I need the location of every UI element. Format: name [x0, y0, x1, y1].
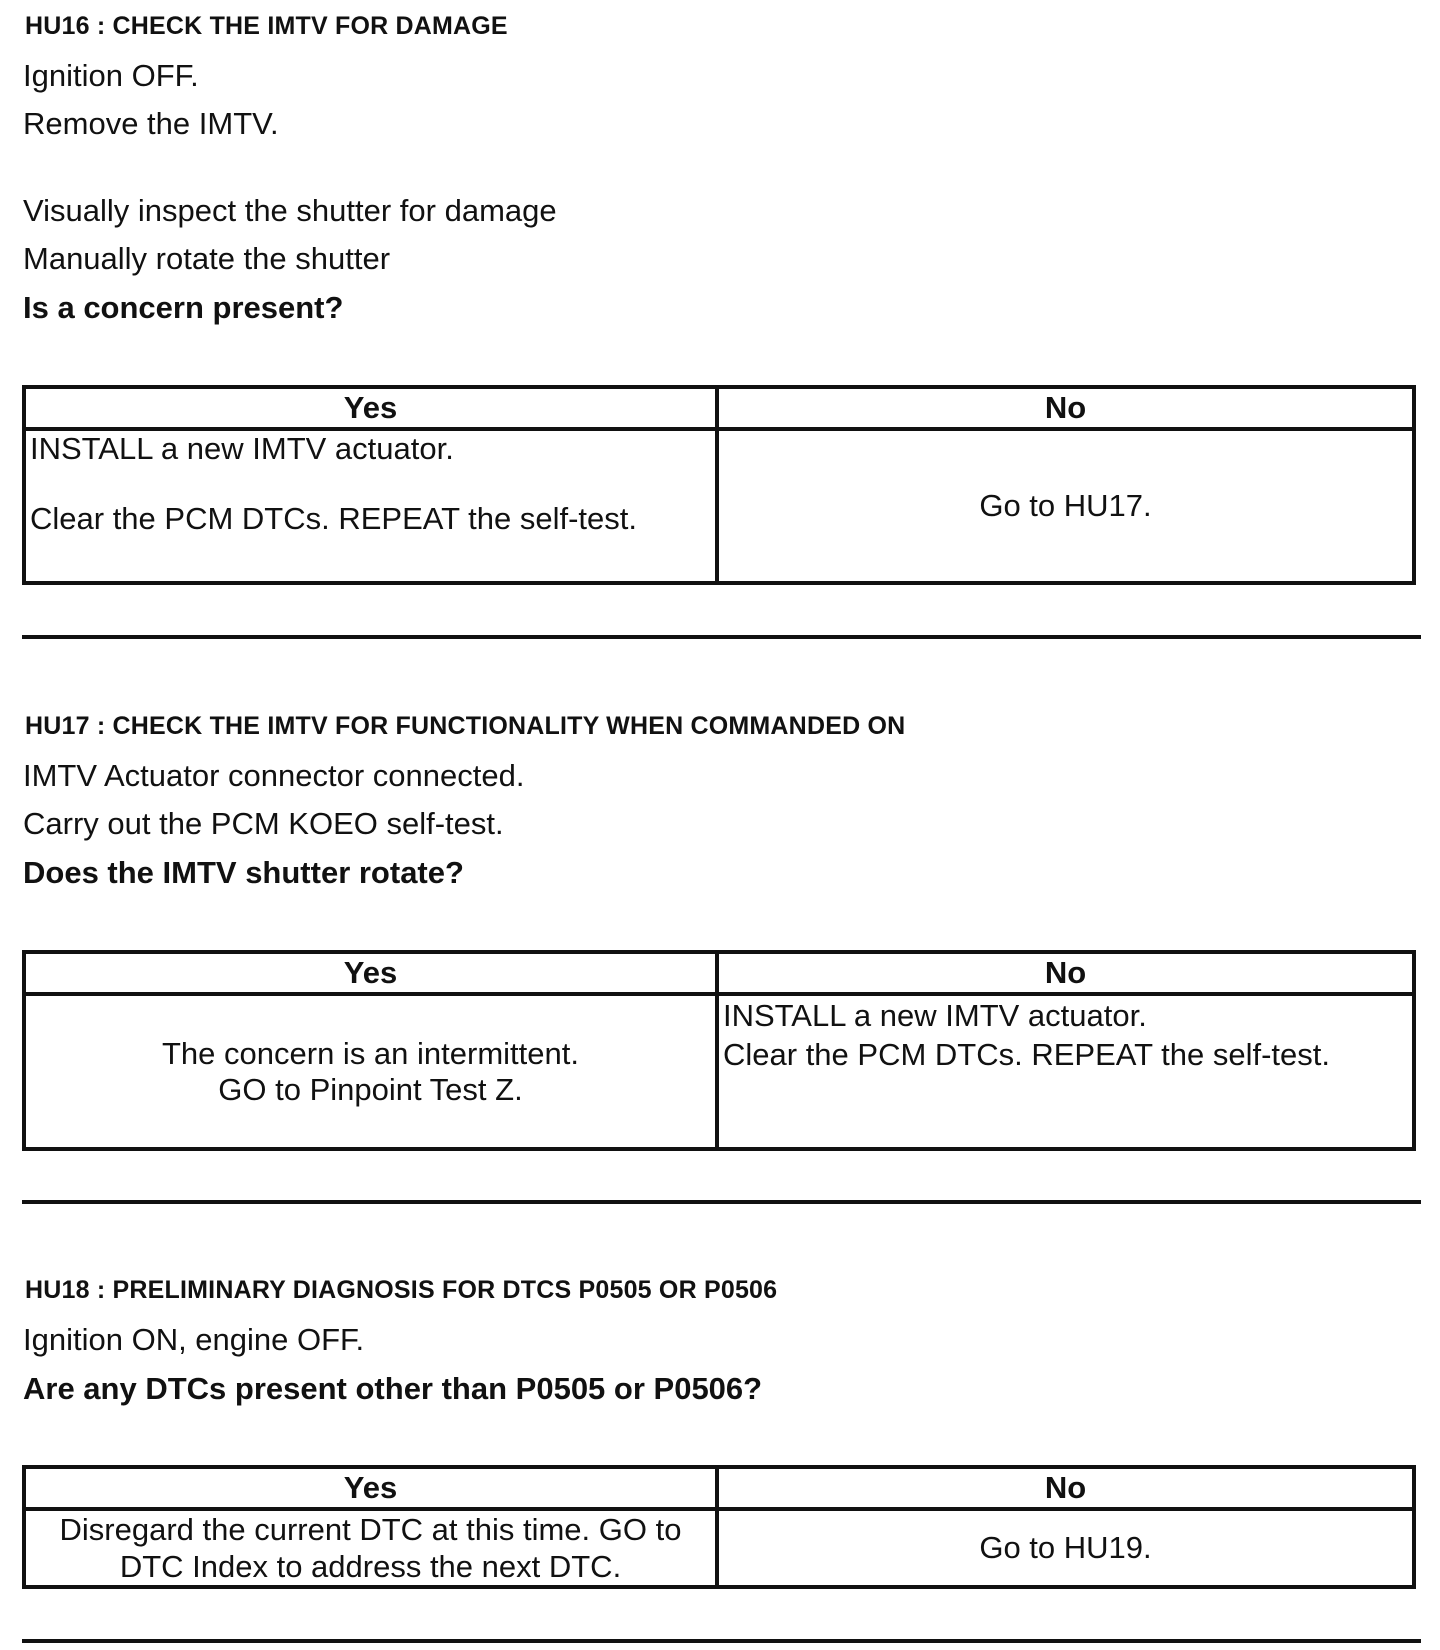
section-heading-hu18: HU18 : PRELIMINARY DIAGNOSIS FOR DTCS P0505 OR P0506 [25, 1276, 778, 1304]
decision-table-hu17 [22, 950, 1416, 1151]
no-cell [717, 1509, 1414, 1587]
question-text: Is a concern present? [23, 290, 344, 325]
yes-header: Yes [24, 1467, 717, 1509]
section-heading-hu17: HU17 : CHECK THE IMTV FOR FUNCTIONALITY WHEN COMMANDED ON [25, 712, 906, 740]
yes-line: GO to Pinpoint Test Z. [218, 1071, 523, 1107]
yes-cell [24, 429, 717, 583]
yes-line: Clear the PCM DTCs. REPEAT the self-test. [30, 501, 637, 536]
no-cell [717, 429, 1414, 583]
no-line: Go to HU19. [979, 1530, 1152, 1565]
section-divider [22, 635, 1421, 639]
no-line: INSTALL a new IMTV actuator. [723, 998, 1147, 1033]
no-line: Go to HU17. [979, 488, 1152, 523]
section-heading-hu16: HU16 : CHECK THE IMTV FOR DAMAGE [25, 12, 508, 40]
no-cell [717, 994, 1414, 1149]
yes-line: INSTALL a new IMTV actuator. [30, 431, 454, 466]
section-divider [22, 1200, 1421, 1204]
no-header: No [717, 1467, 1414, 1509]
no-header: No [717, 387, 1414, 429]
step-text: Ignition ON, engine OFF. [23, 1322, 365, 1357]
no-header: No [717, 952, 1414, 994]
decision-table-hu18 [22, 1465, 1416, 1589]
step-text: Remove the IMTV. [23, 106, 279, 141]
question-text: Does the IMTV shutter rotate? [23, 855, 464, 890]
yes-line: Disregard the current DTC at this time. GO to [59, 1512, 682, 1547]
yes-line: The concern is an intermittent. [162, 1035, 579, 1071]
yes-cell [24, 1509, 717, 1587]
section-divider [22, 1639, 1421, 1643]
yes-header: Yes [24, 952, 717, 994]
no-line: Clear the PCM DTCs. REPEAT the self-test. [723, 1037, 1330, 1072]
yes-cell [24, 994, 717, 1149]
step-text: IMTV Actuator connector connected. [23, 758, 525, 793]
yes-line: DTC Index to address the next DTC. [119, 1549, 622, 1584]
yes-header: Yes [24, 387, 717, 429]
decision-table-hu16 [22, 385, 1416, 585]
step-text: Ignition OFF. [23, 58, 199, 93]
step-text: Manually rotate the shutter [23, 241, 391, 276]
step-text: Carry out the PCM KOEO self-test. [23, 806, 504, 841]
step-text: Visually inspect the shutter for damage [23, 193, 557, 228]
question-text: Are any DTCs present other than P0505 or P0506? [23, 1371, 763, 1406]
